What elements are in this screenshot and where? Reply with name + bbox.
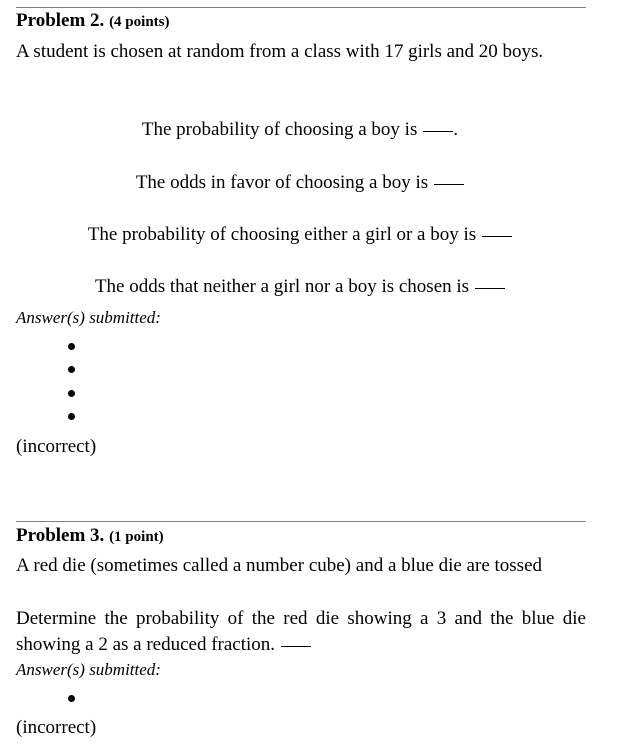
problem3-submitted-label: Answer(s) submitted: <box>16 660 161 679</box>
problem3-divider <box>16 521 586 522</box>
answer-blank[interactable] <box>475 288 505 289</box>
question-text: The probability of choosing either a girl or a boy is <box>87 224 477 245</box>
problem2-question-1: The probability of choosing a boy is . <box>141 119 459 140</box>
problem2-status: (incorrect) <box>16 436 97 457</box>
problem2-question-4 <box>0 275 600 299</box>
problem2-text: A student is chosen at random from a class with 17 girls and 20 boys. <box>16 41 544 62</box>
question-text: The probability of choosing a boy is <box>141 119 418 140</box>
problem3-title: Problem 3. <box>16 525 105 546</box>
problem3-status: (incorrect) <box>16 717 97 738</box>
question-text: The odds that neither a girl nor a boy is chosen is <box>94 276 470 297</box>
answer-bullet <box>68 343 75 350</box>
problem3-points: (1 point) <box>109 529 164 545</box>
problem3-heading <box>16 525 164 548</box>
problem2-heading <box>16 10 170 33</box>
answer-blank[interactable] <box>482 236 512 237</box>
problem2-points: (4 points) <box>109 14 170 30</box>
question-text: The odds in favor of choosing a boy is <box>135 172 429 193</box>
answer-blank[interactable] <box>434 184 464 185</box>
answer-bullet <box>68 390 75 397</box>
problem3-text-1: A red die (sometimes called a number cube) and a blue die are tossed <box>16 555 542 576</box>
answer-bullet <box>68 366 75 373</box>
problem2-question-2 <box>0 171 600 195</box>
problem3-text-2 <box>16 606 586 658</box>
answer-bullet <box>68 695 75 702</box>
problem2-question-3 <box>0 223 600 247</box>
answer-blank[interactable] <box>281 646 311 647</box>
problem2-title: Problem 2. <box>16 10 105 31</box>
problem2-divider <box>16 7 586 8</box>
answer-blank[interactable] <box>423 131 453 132</box>
problem2-submitted-label: Answer(s) submitted: <box>16 308 161 327</box>
answer-bullet <box>68 413 75 420</box>
problem3-question-text: Determine the probability of the red die showing a 3 and the blue die showing a 2 as a reduced fraction. <box>16 608 586 655</box>
